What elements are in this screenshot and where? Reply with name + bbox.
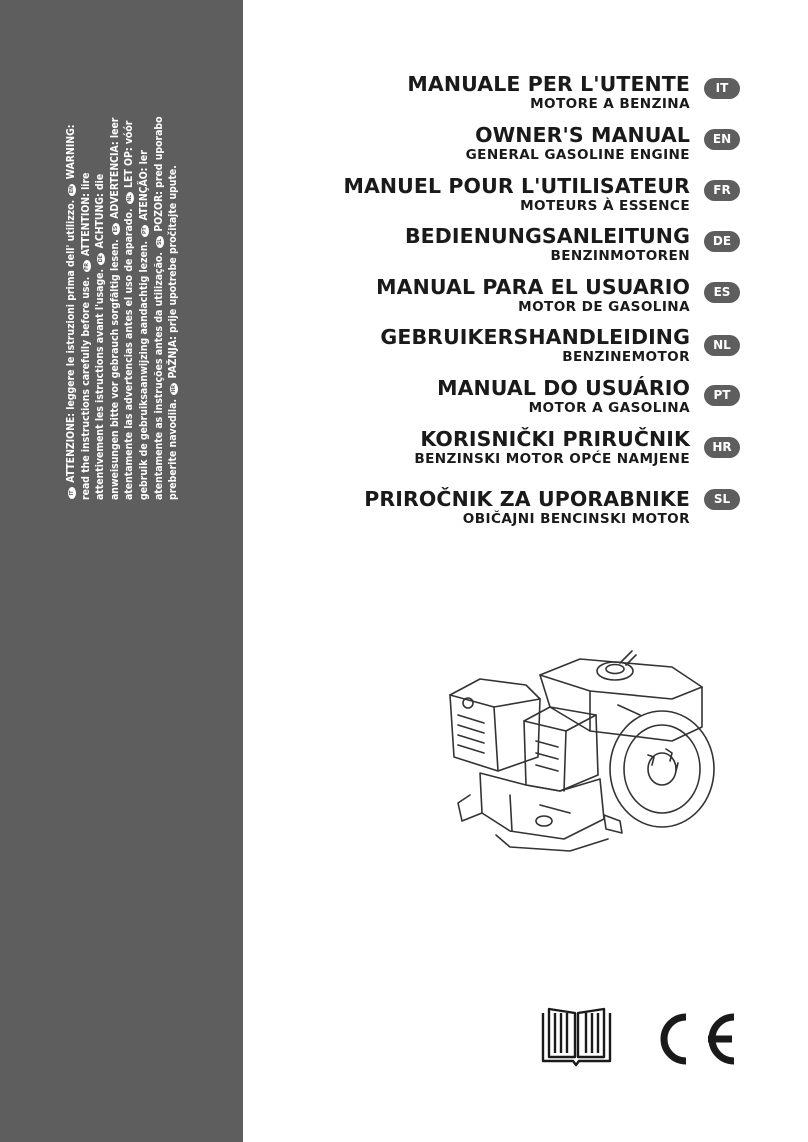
flag-badge-de: DE bbox=[97, 253, 105, 265]
title-entry-es bbox=[376, 275, 690, 315]
flag-badge-es: ES bbox=[112, 223, 120, 235]
lang-badge-sl: SL bbox=[704, 489, 740, 510]
warning-paragraph bbox=[64, 115, 181, 500]
title-hr: KORISNIČKI PRIRUČNIK bbox=[420, 427, 690, 451]
flag-badge-it: IT bbox=[68, 487, 76, 499]
title-entry-fr bbox=[343, 174, 690, 214]
subtitle-sl: OBIČAJNI BENCINSKI MOTOR bbox=[462, 511, 690, 527]
subtitle-de: BENZINMOTOREN bbox=[550, 248, 690, 264]
lang-badge-it: IT bbox=[704, 78, 740, 99]
warning-text-sl: POZOR: pred uporabo preberite navodila. bbox=[152, 116, 180, 500]
title-de: BEDIENUNGSANLEITUNG bbox=[404, 224, 690, 248]
title-en: OWNER'S MANUAL bbox=[475, 123, 690, 147]
warning-text-de: ACHTUNG: die anweisungen bitte vor gebrauch sorgfältig lesen. bbox=[94, 173, 121, 500]
warning-text-it: ATTENZIONE: leggere le istruzioni prima dell' utilizzo. bbox=[65, 199, 77, 483]
lang-badge-pt: PT bbox=[704, 385, 740, 406]
lang-badge-fr: FR bbox=[704, 180, 740, 201]
flag-badge-sl: SL bbox=[156, 236, 164, 248]
title-entry-pt bbox=[437, 376, 690, 416]
title-nl: GEBRUIKERSHANDLEIDING bbox=[380, 325, 690, 349]
title-entry-en bbox=[466, 123, 690, 163]
title-entry-sl bbox=[364, 487, 690, 527]
lang-badge-en: EN bbox=[704, 129, 740, 150]
title-es: MANUAL PARA EL USUARIO bbox=[376, 275, 690, 299]
warning-text-pt: ATENÇÃO: ler atentamente as instruções antes da utilização. bbox=[137, 150, 165, 500]
warning-text-hr: PAŽNJA: prije upotrebe pročitajte upute. bbox=[167, 165, 180, 379]
subtitle-es: MOTOR DE GASOLINA bbox=[518, 299, 690, 315]
warning-text-block bbox=[64, 115, 207, 500]
gasoline-engine-illustration-icon bbox=[440, 645, 720, 855]
title-fr: MANUEL POUR L'UTILISATEUR bbox=[343, 174, 690, 198]
title-sl: PRIROČNIK ZA UPORABNIKE bbox=[364, 487, 690, 511]
flag-badge-en: EN bbox=[68, 184, 76, 196]
warning-sidebar bbox=[0, 0, 243, 1142]
title-entry-hr bbox=[414, 427, 690, 467]
warning-text-en: WARNING: read the instructions carefully before use. bbox=[65, 124, 92, 500]
subtitle-nl: BENZINEMOTOR bbox=[562, 349, 690, 365]
flag-badge-nl: NL bbox=[126, 192, 134, 204]
flag-badge-hr: HR bbox=[170, 383, 178, 395]
warning-text-es: ADVERTENCIA: leer atentamente las advertencias antes el uso de aparado. bbox=[108, 117, 136, 500]
subtitle-pt: MOTOR A GASOLINA bbox=[528, 400, 690, 416]
lang-badge-hr: HR bbox=[704, 437, 740, 458]
subtitle-en: GENERAL GASOLINE ENGINE bbox=[465, 147, 690, 163]
title-entry-de bbox=[405, 224, 690, 264]
ce-conformity-mark bbox=[652, 1010, 740, 1068]
warning-text-nl: LET OP: vóór gebruik de gebruiksaanwijzing aandachtig lezen. bbox=[123, 120, 150, 500]
lang-badge-es: ES bbox=[704, 282, 740, 303]
title-it: MANUALE PER L'UTENTE bbox=[407, 72, 690, 96]
flag-badge-pt: PT bbox=[141, 225, 149, 237]
title-entry-it bbox=[407, 72, 690, 112]
flag-badge-fr: FR bbox=[83, 260, 91, 272]
lang-badge-nl: NL bbox=[704, 335, 740, 356]
subtitle-fr: MOTEURS À ESSENCE bbox=[520, 198, 690, 214]
lang-badge-de: DE bbox=[704, 231, 740, 252]
warning-text-fr: ATTENTION: lire attentivement les istructions avant l'usage. bbox=[79, 172, 107, 500]
title-entry-nl bbox=[380, 325, 690, 365]
title-pt: MANUAL DO USUÁRIO bbox=[437, 376, 690, 400]
subtitle-hr: BENZINSKI MOTOR OPĆE NAMJENE bbox=[414, 451, 690, 467]
subtitle-it: MOTORE A BENZINA bbox=[530, 96, 690, 112]
read-manual-book-icon bbox=[539, 1007, 614, 1069]
